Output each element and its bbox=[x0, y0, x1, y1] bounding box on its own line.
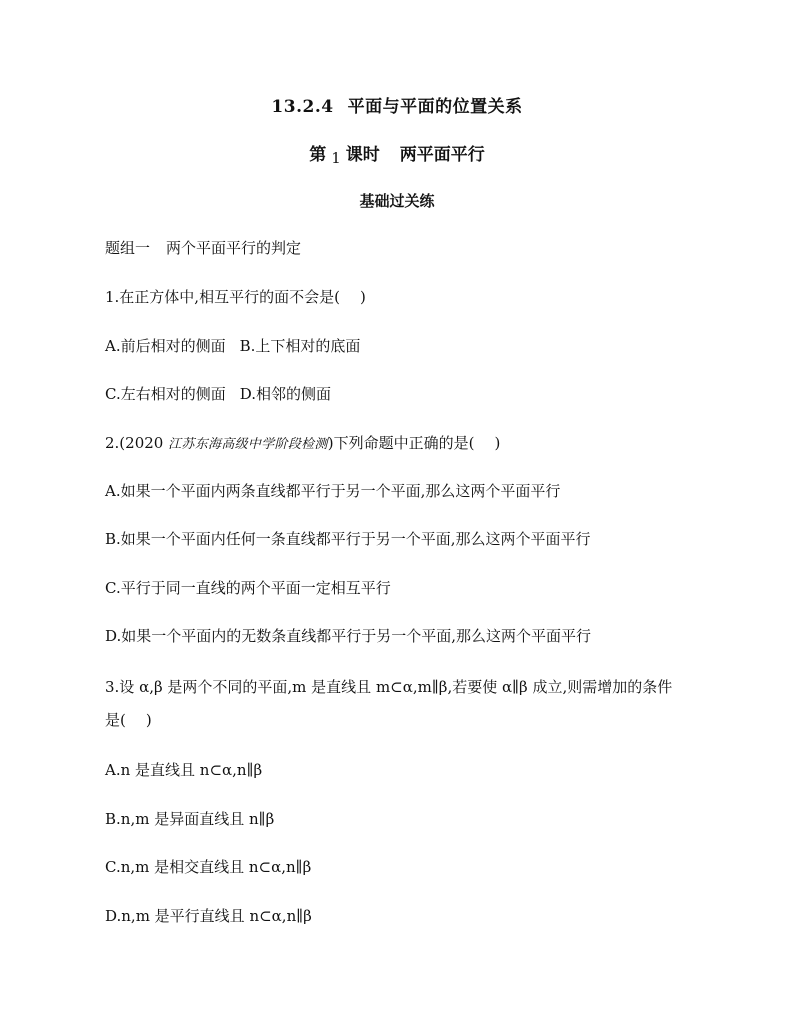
q3-option-c: C.n,m 是相交直线且 n⊂α,n∥β bbox=[105, 858, 312, 876]
q2-source: 江苏东海高级中学阶段检测 bbox=[168, 437, 328, 452]
q2-stem-text: )下列命题中正确的是( bbox=[327, 434, 475, 452]
q1-option-c: C.左右相对的侧面 bbox=[105, 385, 226, 403]
subtitle-topic: 两平面平行 bbox=[399, 145, 485, 165]
q1-option-a: A.前后相对的侧面 bbox=[105, 337, 226, 355]
group-label: 题组一 bbox=[105, 239, 151, 257]
q3-stem-text: 是( bbox=[105, 711, 126, 729]
q2-number: 2.(2020 bbox=[105, 434, 164, 452]
q3-stem-end: ) bbox=[145, 711, 152, 729]
lesson-subtitle bbox=[0, 140, 794, 165]
page-title bbox=[0, 92, 794, 117]
subtitle-suffix: 课时 bbox=[345, 145, 380, 165]
q1-option-b: B.上下相对的底面 bbox=[239, 337, 361, 355]
q2-stem-end: ) bbox=[494, 434, 501, 452]
q2-option-c: C.平行于同一直线的两个平面一定相互平行 bbox=[105, 579, 391, 597]
q1-stem-end: ) bbox=[359, 288, 366, 306]
question-1-options-cd bbox=[105, 384, 705, 404]
q3-stem-line-1: 3.设 α,β 是两个不同的平面,m 是直线且 m⊂α,m∥β,若要使 α∥β 成立,则需增加的条件 bbox=[105, 678, 673, 696]
subtitle-number: 1 bbox=[331, 149, 341, 167]
q2-option-a: A.如果一个平面内两条直线都平行于另一个平面,那么这两个平面平行 bbox=[105, 482, 561, 500]
question-1-stem bbox=[105, 287, 705, 307]
q3-option-a: A.n 是直线且 n⊂α,n∥β bbox=[105, 761, 263, 779]
subtitle-prefix: 第 bbox=[309, 145, 327, 165]
question-2-stem bbox=[105, 433, 705, 455]
title-text: 平面与平面的位置关系 bbox=[347, 97, 523, 117]
q3-stem-line-2 bbox=[105, 710, 705, 730]
group-heading bbox=[105, 238, 705, 258]
title-number: 13.2.4 bbox=[271, 97, 334, 117]
q1-stem-text: 1.在正方体中,相互平行的面不会是( bbox=[105, 288, 340, 306]
q2-option-d: D.如果一个平面内的无数条直线都平行于另一个平面,那么这两个平面平行 bbox=[105, 627, 592, 645]
question-1-options-ab bbox=[105, 336, 705, 356]
q3-option-b: B.n,m 是异面直线且 n∥β bbox=[105, 810, 275, 828]
q1-option-d: D.相邻的侧面 bbox=[239, 385, 331, 403]
group-title: 两个平面平行的判定 bbox=[166, 239, 302, 257]
q2-option-b: B.如果一个平面内任何一条直线都平行于另一个平面,那么这两个平面平行 bbox=[105, 530, 591, 548]
section-title: 基础过关练 bbox=[359, 192, 435, 210]
q3-option-d: D.n,m 是平行直线且 n⊂α,n∥β bbox=[105, 907, 312, 925]
